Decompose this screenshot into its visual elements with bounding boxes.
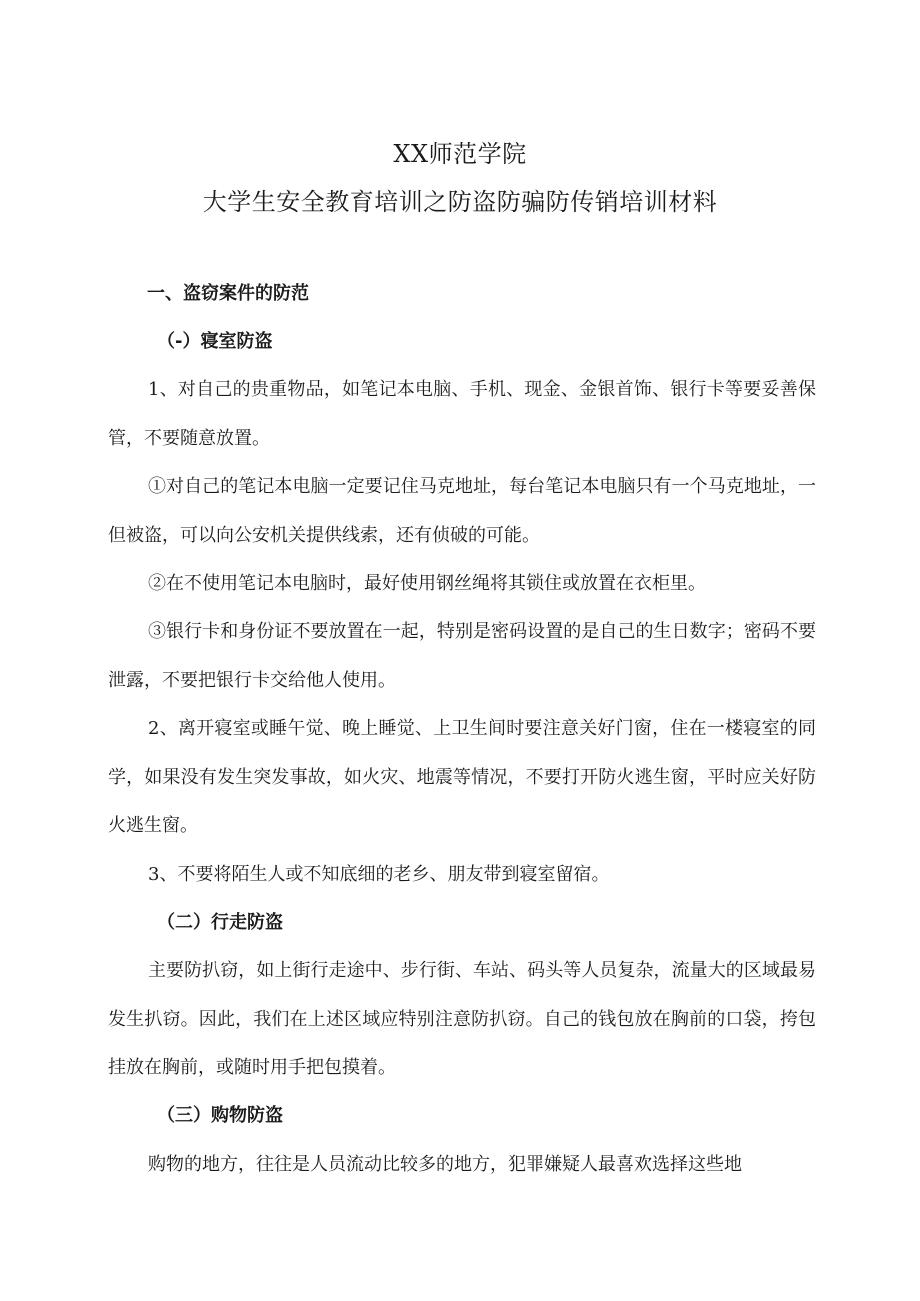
paragraph-bank-card: ③银行卡和身份证不要放置在一起，特别是密码设置的是自己的生日数字；密码不要泄露，不要把银行卡交给他人使用。: [108, 621, 816, 691]
section-heading-theft-prevention: 一、盗窃案件的防范: [147, 283, 309, 304]
paragraph-laptop-lock: ②在不使用笔记本电脑时，最好使用钢丝绳将其锁住或放置在衣柜里。: [148, 573, 706, 594]
paragraph-pickpocket: 主要防扒窃，如上街行走途中、步行街、车站、码头等人员复杂，流量大的区域最易发生扒窃。因此，我们在上述区域应特别注意防扒窃。自己的钱包放在胸前的口袋，挎包挂放在胸前，或随时用手把包摸着。: [108, 960, 816, 1078]
subsection-heading-dorm: （-）寝室防盗: [157, 331, 273, 352]
subsection-heading-shopping: （三）购物防盗: [157, 1105, 283, 1126]
paragraph-laptop-mac: ①对自己的笔记本电脑一定要记住马克地址，每台笔记本电脑只有一个马克地址，一但被盗，可以向公安机关提供线索，还有侦破的可能。: [108, 476, 816, 546]
paragraph-strangers: 3、不要将陌生人或不知底细的老乡、朋友带到寝室留宿。: [148, 864, 610, 885]
paragraph-valuables: 1、对自己的贵重物品，如笔记本电脑、手机、现金、金银首饰、银行卡等要妥善保管，不要随意放置。: [108, 379, 816, 449]
paragraph-shopping: 购物的地方，往往是人员流动比较多的地方，犯罪嫌疑人最喜欢选择这些地: [148, 1154, 742, 1175]
subsection-heading-walking: （二）行走防盗: [157, 912, 283, 933]
document-title-line-1: XX师范学院: [393, 140, 527, 168]
document-title-line-2: 大学生安全教育培训之防盗防骗防传销培训材料: [202, 188, 718, 216]
paragraph-doors-windows: 2、离开寝室或睡午觉、晚上睡觉、上卫生间时要注意关好门窗，住在一楼寝室的同学，如果没有发生突发事故，如火灾、地震等情况，不要打开防火逃生窗，平时应关好防火逃生窗。: [108, 718, 816, 836]
